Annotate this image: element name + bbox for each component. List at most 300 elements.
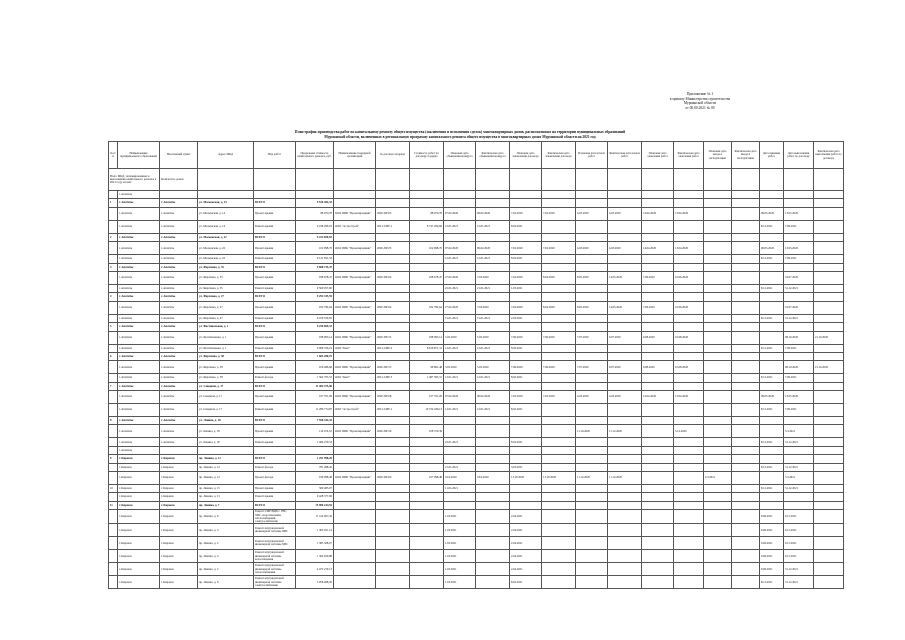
cell-dog xyxy=(376,293,410,301)
cell-d8 xyxy=(674,199,704,207)
cell-d2: 12.01.2021 xyxy=(476,374,510,382)
cell-org xyxy=(334,524,376,537)
cell-work: ВСЕГО xyxy=(254,323,296,331)
cell-mo: г. Апатиты xyxy=(118,417,160,425)
cell-sum xyxy=(410,263,444,271)
cell-work: Ремонт внутридомовой инженерной системы водоотведения xyxy=(254,550,296,563)
cell-d5 xyxy=(576,493,608,501)
cell-sum xyxy=(410,284,444,292)
cell-cost: 9 238 266,93 xyxy=(296,220,334,233)
cell-d6: 11.12.2020 xyxy=(608,472,642,485)
cell-d4: 7.02.2020 xyxy=(542,391,576,404)
cell-d11 xyxy=(760,199,784,207)
cell-d7 xyxy=(642,374,674,382)
cell-cost: 9 224 850,03 xyxy=(296,233,334,241)
cell-d5 xyxy=(576,233,608,241)
cell-d7: 9.08.2020 xyxy=(642,331,674,344)
table-row xyxy=(109,501,844,509)
cell-org: ООО "Астрострой" xyxy=(334,404,376,417)
cell-d9 xyxy=(704,455,732,463)
cell-d7 xyxy=(642,501,674,509)
approval-line: Мурманской области xyxy=(683,101,717,106)
cell-d1: 16.9.2020 xyxy=(444,472,476,485)
cell-d2 xyxy=(476,563,510,576)
cell-dog xyxy=(376,263,410,271)
cell-d2 xyxy=(476,191,510,199)
cell-work: ВСЕГО xyxy=(254,293,296,301)
cell-d8: 10.08.2020 xyxy=(674,361,704,374)
cell-n: 10 xyxy=(109,485,118,493)
cell-d4 xyxy=(542,510,576,524)
cell-cost: 1 665 280,19 xyxy=(296,352,334,360)
cell-d1: 22.01.2021 xyxy=(444,284,476,292)
cell-d13 xyxy=(814,352,844,360)
cell-cost: 182 784,64 xyxy=(296,301,334,314)
cell-d2 xyxy=(476,438,510,446)
cell-d5 xyxy=(576,284,608,292)
cell-cost: 3 958 468,56 xyxy=(296,576,334,589)
cell-d3: 2.04.2021 xyxy=(510,550,542,563)
cell-d12: 31.12.2021 xyxy=(784,485,814,493)
cell-np: г. Кировск xyxy=(160,485,198,493)
cell-d5 xyxy=(576,404,608,417)
cell-n xyxy=(109,314,118,322)
cell-d13 xyxy=(814,501,844,509)
cell-d8 xyxy=(674,284,704,292)
cell-d7 xyxy=(642,510,674,524)
cell-d1: 27.02.2020 xyxy=(444,271,476,284)
cell-d9 xyxy=(704,438,732,446)
cell-cost: 781 498,45 xyxy=(296,463,334,471)
cell-d5 xyxy=(576,344,608,352)
cell-n xyxy=(109,220,118,233)
cell-d8 xyxy=(674,501,704,509)
cell-sum xyxy=(410,510,444,524)
cell-d6 xyxy=(608,293,642,301)
cell-d9 xyxy=(704,255,732,263)
table-row xyxy=(109,207,844,220)
cell-d1 xyxy=(444,417,476,425)
cell-d10 xyxy=(732,191,760,199)
cell-d5 xyxy=(576,191,608,199)
cell-work: Проект крыши xyxy=(254,391,296,404)
cell-d5 xyxy=(576,220,608,233)
column-header: № договора подряда xyxy=(376,142,410,169)
cell-d10 xyxy=(732,233,760,241)
cell-d10 xyxy=(732,510,760,524)
cell-d11 xyxy=(760,191,784,199)
cell-d5: 11.12.2020 xyxy=(576,472,608,485)
cell-d9 xyxy=(704,199,732,207)
cell-dog xyxy=(376,255,410,263)
cell-dog: 2020-ПР-04 xyxy=(376,271,410,284)
cell-cost: 7 484 270,33 xyxy=(296,438,334,446)
cell-d8 xyxy=(674,323,704,331)
cell-d3 xyxy=(510,425,542,438)
title-line: План-график производства работ по капитальному ремонту общего имущества (заключения и исполнения сделок) многоквартирных домов, расположенных на территории муниципальных образований xyxy=(294,130,626,134)
cell-d3: 8.02.2021 xyxy=(510,576,542,589)
cell-d13 xyxy=(814,493,844,501)
cell-dog xyxy=(376,417,410,425)
cell-d5 xyxy=(576,537,608,550)
cell-d12: 31.12.2021 xyxy=(784,284,814,292)
cell-d12 xyxy=(784,199,814,207)
cell-d8 xyxy=(674,550,704,563)
cell-d10 xyxy=(732,425,760,438)
cell-addr: пр. Ленина, д. 8 xyxy=(198,510,254,524)
cell-d6: 4.03.2020 xyxy=(608,207,642,220)
cell-d6 xyxy=(608,191,642,199)
cell-mo: г. Кировск xyxy=(118,501,160,509)
cell-d4: 7.06.2020 xyxy=(542,331,576,344)
cell-addr: пр. Ленина, д. 2 xyxy=(198,563,254,576)
cell-cost: 1 385 568,07 xyxy=(296,537,334,550)
cell-cost: 9 121 851,33 xyxy=(296,255,334,263)
cell-sum xyxy=(410,446,444,454)
cell-d2 xyxy=(476,455,510,463)
cell-dog xyxy=(376,501,410,509)
cell-dog xyxy=(376,455,410,463)
cell-d7 xyxy=(642,485,674,493)
cell-d8 xyxy=(674,563,704,576)
cell-d11 xyxy=(760,501,784,509)
cell-d6 xyxy=(608,493,642,501)
cell-d3 xyxy=(510,323,542,331)
cell-d5 xyxy=(576,550,608,563)
cell-org xyxy=(334,576,376,589)
cell-d2: 12.01.2021 xyxy=(476,344,510,352)
cell-n xyxy=(109,284,118,292)
cell-d4 xyxy=(542,352,576,360)
cell-d3: 13.10.2020 xyxy=(510,472,542,485)
cell-d10 xyxy=(732,446,760,454)
cell-addr: ул. Ферсмана, д. 27 xyxy=(198,314,254,322)
column-header: Вид работ xyxy=(254,142,296,169)
cell-d10 xyxy=(732,271,760,284)
cell-d8 xyxy=(674,438,704,446)
cell-org: ООО ПИК "Проектировщик" xyxy=(334,207,376,220)
cell-d8: 10.06.2020 xyxy=(674,271,704,284)
cell-d9 xyxy=(704,220,732,233)
cell-d6 xyxy=(608,255,642,263)
cell-cost: 11 484 475,96 xyxy=(296,382,334,390)
cell-mo: г. Апатиты xyxy=(118,438,160,446)
cell-cost: 369 483,07 xyxy=(296,485,334,493)
cell-d11: 8.12.2021 xyxy=(760,314,784,322)
cell-work: Ремонт крыши xyxy=(254,404,296,417)
cell-d4 xyxy=(542,255,576,263)
cell-d6: 9.07.2020 xyxy=(608,361,642,374)
cell-d7 xyxy=(642,425,674,438)
column-header: Фактическая дата выполнения работ по договору xyxy=(814,142,844,169)
cell-addr: ул. Ферсмана, д. 27 xyxy=(198,293,254,301)
cell-d10 xyxy=(732,301,760,314)
cell-sum xyxy=(410,438,444,446)
cell-d13 xyxy=(814,374,844,382)
cell-d2: 12.01.2021 xyxy=(476,404,510,417)
cell-d2 xyxy=(476,485,510,493)
cell-d1: 07.02.2020 xyxy=(444,391,476,404)
cell-d13 xyxy=(814,301,844,314)
cell-d6 xyxy=(608,510,642,524)
cell-d9 xyxy=(704,271,732,284)
cell-cost: 100 486,66 xyxy=(296,361,334,374)
cell-n xyxy=(109,446,118,454)
cell-d3: 8.02.2021 xyxy=(510,255,542,263)
cell-addr: ул. Ферсмана, д. 35 xyxy=(198,263,254,271)
cell-dog xyxy=(376,352,410,360)
cell-d5 xyxy=(576,576,608,589)
cell-d2 xyxy=(476,233,510,241)
cell-np: г. Кировск xyxy=(160,576,198,589)
cell-mo: г. Апатиты xyxy=(118,344,160,352)
cell-d6 xyxy=(608,199,642,207)
cell-d12: 7.09.2021 xyxy=(784,344,814,352)
cell-org: ООО ПИК "Проектировщик" xyxy=(334,391,376,404)
cell-d7: 9.08.2020 xyxy=(642,361,674,374)
cell-n xyxy=(109,438,118,446)
cell-mo: г. Кировск xyxy=(118,455,160,463)
cell-d6: 4.03.2020 xyxy=(608,391,642,404)
cell-addr: ул. Ленина, д. 18 xyxy=(198,425,254,438)
cell-d13 xyxy=(814,391,844,404)
cell-cost: 9 256 699,33 xyxy=(296,323,334,331)
cell-mo: г. Апатиты xyxy=(118,391,160,404)
cell-d1 xyxy=(444,493,476,501)
cell-d3 xyxy=(510,233,542,241)
cell-d5 xyxy=(576,438,608,446)
cell-d13 xyxy=(814,510,844,524)
cell-addr: ул. Ферсмана, д. 38 xyxy=(198,374,254,382)
cell-d8 xyxy=(674,344,704,352)
cell-np: г. Апатиты xyxy=(160,391,198,404)
column-header: Фактическая дата заключения договора xyxy=(542,142,576,169)
cell-dog xyxy=(376,463,410,471)
cell-dog xyxy=(376,438,410,446)
cell-d7 xyxy=(642,446,674,454)
cell-d7 xyxy=(642,493,674,501)
cell-d6: 4.03.2020 xyxy=(608,242,642,255)
cell-d8 xyxy=(674,463,704,471)
cell-np: г. Апатиты xyxy=(160,361,198,374)
cell-mo: г. Апатиты xyxy=(118,284,160,292)
cell-d9 xyxy=(704,425,732,438)
cell-d5: 4.03.2020 xyxy=(576,391,608,404)
cell-np: г. Апатиты xyxy=(160,438,198,446)
cell-n: 7 xyxy=(109,382,118,390)
cell-cost: 1 394 650,88 xyxy=(296,550,334,563)
cell-d8: 3.12.2020 xyxy=(674,425,704,438)
cell-mo: г. Кировск xyxy=(118,524,160,537)
cell-np: г. Апатиты xyxy=(160,425,198,438)
cell-np: г. Апатиты xyxy=(160,404,198,417)
cell-d12: 9.15.2021 xyxy=(784,550,814,563)
cell-d3: 7.02.2020 xyxy=(510,207,542,220)
cell-d12 xyxy=(784,382,814,390)
column-header: Наименование подрядной организации xyxy=(334,142,376,169)
cell-work: ВСЕГО xyxy=(254,199,296,207)
cell-d2 xyxy=(476,550,510,563)
cell-d9 xyxy=(704,331,732,344)
cell-d1: 12.01.2021 xyxy=(444,220,476,233)
cell-d8 xyxy=(674,191,704,199)
table-row xyxy=(109,242,844,255)
cell-d3: 7.02.2020 xyxy=(510,391,542,404)
cell-d4 xyxy=(542,455,576,463)
cell-work: Ремонт внутридомовой инженерной системы теплоснабжения xyxy=(254,563,296,576)
cell-d10 xyxy=(732,417,760,425)
cell-d3: 8.02.2021 xyxy=(510,344,542,352)
cell-d1 xyxy=(444,446,476,454)
cell-d4 xyxy=(542,323,576,331)
cell-d8: 10.06.2020 xyxy=(674,301,704,314)
cell-d8 xyxy=(674,220,704,233)
cell-n xyxy=(109,331,118,344)
cell-addr: ул. Ферсмана, д. 38 xyxy=(198,361,254,374)
cell-d4 xyxy=(542,446,576,454)
cell-d4 xyxy=(542,417,576,425)
cell-d12: 13.05.2020 xyxy=(784,207,814,220)
cell-d7 xyxy=(642,323,674,331)
cell-d2 xyxy=(476,493,510,501)
cell-d8 xyxy=(674,576,704,589)
cell-np: г. Кировск xyxy=(160,524,198,537)
cell-addr: пр. Ленина, д. 12 xyxy=(198,472,254,485)
cell-org: ООО "Астрострой" xyxy=(334,220,376,233)
cell-cost: 7 598 344,43 xyxy=(296,417,334,425)
cell-d2 xyxy=(476,463,510,471)
table-row xyxy=(109,404,844,417)
cell-work: Проект крыши xyxy=(254,361,296,374)
cell-d8: 10.08.2020 xyxy=(674,331,704,344)
cell-mo: г. Кировск xyxy=(118,472,160,485)
cell-d9 xyxy=(704,404,732,417)
cell-d11: 8.12.2021 xyxy=(760,374,784,382)
cell-d10 xyxy=(732,207,760,220)
cell-d12: 7.09.2021 xyxy=(784,255,814,263)
cell-d10 xyxy=(732,255,760,263)
cell-n: 3 xyxy=(109,263,118,271)
cell-org xyxy=(334,438,376,446)
cell-org xyxy=(334,417,376,425)
cell-mo: г. Апатиты xyxy=(118,242,160,255)
cell-d11: 8.12.2021 xyxy=(760,463,784,471)
cell-d13 xyxy=(814,323,844,331)
cell-work: Ремонт крыши xyxy=(254,344,296,352)
cell-d1 xyxy=(444,382,476,390)
cell-d13 xyxy=(814,293,844,301)
cell-sum: 188 093,14 xyxy=(410,331,444,344)
cell-d11 xyxy=(760,472,784,485)
cell-mo: г. Кировск xyxy=(118,485,160,493)
table-row xyxy=(109,510,844,524)
cell-np: г. Апатиты xyxy=(160,233,198,241)
cell-np: г. Апатиты xyxy=(160,199,198,207)
cell-sum xyxy=(410,191,444,199)
table-row xyxy=(109,417,844,425)
cell-cost: 9 068 706,19 xyxy=(296,344,334,352)
cell-d13 xyxy=(814,446,844,454)
cell-d10 xyxy=(732,463,760,471)
cell-d4 xyxy=(542,404,576,417)
cell-np: г. Кировск xyxy=(160,455,198,463)
cell-d2 xyxy=(476,263,510,271)
cell-work: Ремонт крыши xyxy=(254,255,296,263)
cell-d3: 2.04.2021 xyxy=(510,537,542,550)
cell-mo: г. Апатиты xyxy=(118,352,160,360)
cell-d12: 3.3.2021 xyxy=(784,425,814,438)
cell-d13 xyxy=(814,314,844,322)
cell-d13 xyxy=(814,438,844,446)
cell-d4: 13.10.2020 xyxy=(542,472,576,485)
cell-d10 xyxy=(732,493,760,501)
cell-n: 9 xyxy=(109,455,118,463)
cell-d6 xyxy=(608,314,642,322)
cell-d6 xyxy=(608,382,642,390)
cell-d6 xyxy=(608,404,642,417)
cell-d9 xyxy=(704,207,732,220)
cell-d11: 9.06.2021 xyxy=(760,550,784,563)
cell-d10 xyxy=(732,550,760,563)
cell-d6 xyxy=(608,417,642,425)
cell-work: Ремонт крыши xyxy=(254,220,296,233)
cell-work: Проект крыши xyxy=(254,301,296,314)
cell-d2 xyxy=(476,425,510,438)
cell-d1: 12.01.2021 xyxy=(444,374,476,382)
cell-sum: 88 970,78 xyxy=(410,207,444,220)
cell-d11: 8.12.2021 xyxy=(760,576,784,589)
cell-dog: 2020-ПР-05 xyxy=(376,242,410,255)
cell-d11: 8.12.2021 xyxy=(760,485,784,493)
cell-d7 xyxy=(642,293,674,301)
cell-n xyxy=(109,563,118,576)
cell-n xyxy=(109,361,118,374)
cell-work: Ремонт внутридомовой инженерной системы ХВС xyxy=(254,537,296,550)
cell-d3 xyxy=(510,191,542,199)
cell-d9 xyxy=(704,493,732,501)
cell-addr xyxy=(198,191,254,199)
column-header: Предельная стоимость капитального ремонта, руб. xyxy=(296,142,334,169)
cell-d10 xyxy=(732,314,760,322)
cell-d5 xyxy=(576,293,608,301)
cell-d5 xyxy=(576,314,608,322)
cell-d8 xyxy=(674,263,704,271)
cell-d11 xyxy=(760,417,784,425)
cell-d4: 8.04.2020 xyxy=(542,301,576,314)
table-row xyxy=(109,293,844,301)
cell-mo: г. Апатиты xyxy=(118,263,160,271)
cell-d9 xyxy=(704,417,732,425)
cell-n xyxy=(109,255,118,263)
column-header: Плановая дата окончания работ xyxy=(642,142,674,169)
cell-org xyxy=(334,191,376,199)
column-header: Адрес МКД xyxy=(198,142,254,169)
column-header: Плановая дата ввода в эксплуатацию xyxy=(704,142,732,169)
cell-d11: 06.05.2020 xyxy=(760,391,784,404)
cell-d4 xyxy=(542,374,576,382)
cell-d9 xyxy=(704,314,732,322)
cell-d11 xyxy=(760,382,784,390)
table-row xyxy=(109,301,844,314)
cell-n xyxy=(109,510,118,524)
cell-addr: ул. Московская, д. 14 xyxy=(198,207,254,220)
cell-addr: ул. Ферсмана, д. 35 xyxy=(198,271,254,284)
cell-d7 xyxy=(642,455,674,463)
cell-dog: 2020-ПР-55 xyxy=(376,361,410,374)
cell-sum: 102 998,70 xyxy=(410,242,444,255)
cell-mo: г. Кировск xyxy=(118,550,160,563)
cell-work: Проект крыши xyxy=(254,485,296,493)
